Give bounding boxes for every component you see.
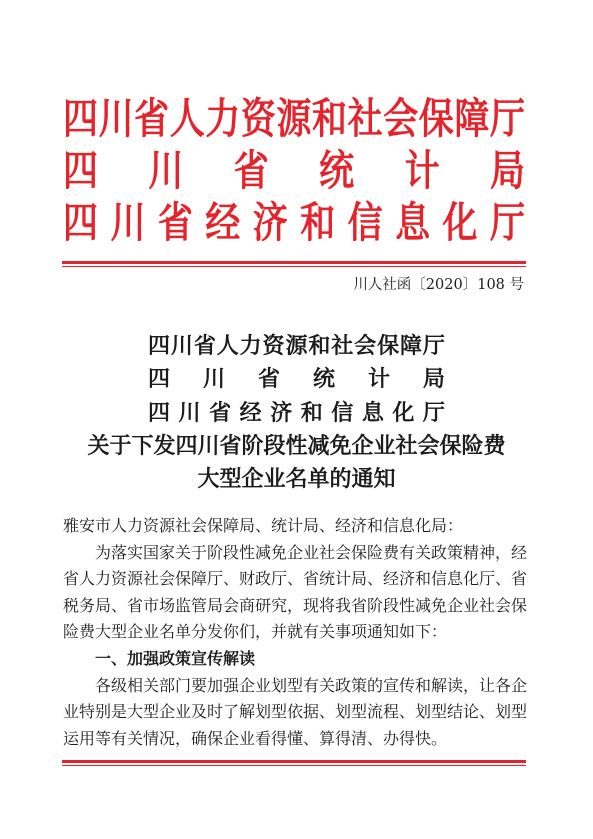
document-body [63,513,527,752]
spread-glyph: 四 [63,198,99,248]
spread-glyph: 息 [361,399,384,426]
spread-glyph: 和 [300,399,323,426]
spread-glyph: 社 [347,94,383,144]
spread-glyph: 局 [422,366,445,393]
document-title [0,330,593,496]
title-issuer-statistics [148,363,445,396]
letterhead-red-rule-thick [62,261,526,264]
spread-glyph: 化 [392,399,415,426]
spread-glyph: 四 [63,146,99,196]
section-body-line: 业特别是大型企业及时了解划型依据、划型流程、划型结论、划型 [63,702,528,722]
letterhead-issuer-economy [63,193,525,255]
spread-glyph: 四 [148,333,171,359]
spread-glyph: 厅 [422,399,445,426]
title-issuer-economy [148,397,445,430]
section-body-line: 各级相关部门要加强企业划型有关政策的宣传和解读，让各企 [95,675,528,695]
spread-glyph: 会 [383,94,419,144]
spread-glyph: 和 [300,198,336,248]
document-number: 川人社函〔2020〕108 号 [353,277,524,293]
intro-line: 为落实国家关于阶段性减免企业社会保险费有关政策精神，经 [95,542,528,562]
spread-glyph: 省 [257,366,280,393]
spread-glyph: 川 [110,198,146,248]
spread-glyph: 统 [319,146,355,196]
intro-line: 险费大型企业名单分发你们，并就有关事项通知如下： [63,622,448,642]
spread-glyph: 四 [148,366,171,393]
addressee: 雅安市人力资源社会保障局、统计局、经济和信息化局： [63,516,464,535]
spread-glyph: 川 [98,94,134,144]
spread-glyph: 信 [331,399,354,426]
spread-glyph: 源 [285,333,308,359]
spread-glyph: 统 [312,366,335,393]
spread-glyph: 省 [233,146,269,196]
spread-glyph: 川 [148,146,184,196]
spread-glyph: 人 [216,333,239,359]
spread-glyph: 信 [347,198,383,248]
spread-glyph: 济 [270,399,293,426]
footer-red-rule-thick [62,760,526,763]
spread-glyph: 源 [276,94,312,144]
red-letterhead [63,94,525,250]
spread-glyph: 四 [63,94,99,144]
spread-glyph: 资 [240,94,276,144]
spread-glyph: 社 [331,333,354,359]
title-subject-line: 大型企业名单的通知 [197,466,396,493]
section-heading: 一、加强政策宣传解读 [95,648,256,668]
spread-glyph: 息 [395,198,431,248]
spread-glyph: 会 [354,333,377,359]
spread-glyph: 省 [134,94,170,144]
footer-red-rule-thin [62,765,526,766]
spread-glyph: 经 [205,198,241,248]
spread-glyph: 障 [454,94,490,144]
spread-glyph: 资 [262,333,285,359]
intro-line: 省人力资源社会保障厅、财政厅、省统计局、经济和信息化厅、省 [63,569,528,589]
spread-glyph: 力 [205,94,241,144]
spread-glyph: 省 [157,198,193,248]
spread-glyph: 厅 [422,333,445,359]
spread-glyph: 省 [193,333,216,359]
spread-glyph: 川 [170,333,193,359]
title-subject-line: 关于下发四川省阶段性减免企业社会保险费 [87,432,506,459]
spread-glyph: 局 [489,146,525,196]
spread-glyph: 障 [399,333,422,359]
spread-glyph: 力 [239,333,262,359]
spread-glyph: 和 [308,333,331,359]
title-issuer-hrss [148,330,445,363]
spread-glyph: 计 [404,146,440,196]
spread-glyph: 省 [209,399,232,426]
section-body-line: 运用等有关情况，确保企业看得懂、算得清、办得快。 [63,728,448,748]
spread-glyph: 厅 [489,94,525,144]
spread-glyph: 保 [418,94,454,144]
spread-glyph: 计 [367,366,390,393]
spread-glyph: 厅 [489,198,525,248]
intro-line: 税务局、省市场监管局会商研究，现将我省阶段性减免企业社会保 [63,595,528,615]
spread-glyph: 经 [239,399,262,426]
letterhead-red-rule-thin [62,266,526,267]
spread-glyph: 川 [178,399,201,426]
spread-glyph: 川 [202,366,225,393]
spread-glyph: 保 [377,333,400,359]
spread-glyph: 四 [148,399,171,426]
spread-glyph: 和 [312,94,348,144]
spread-glyph: 济 [252,198,288,248]
spread-glyph: 人 [169,94,205,144]
spread-glyph: 化 [442,198,478,248]
